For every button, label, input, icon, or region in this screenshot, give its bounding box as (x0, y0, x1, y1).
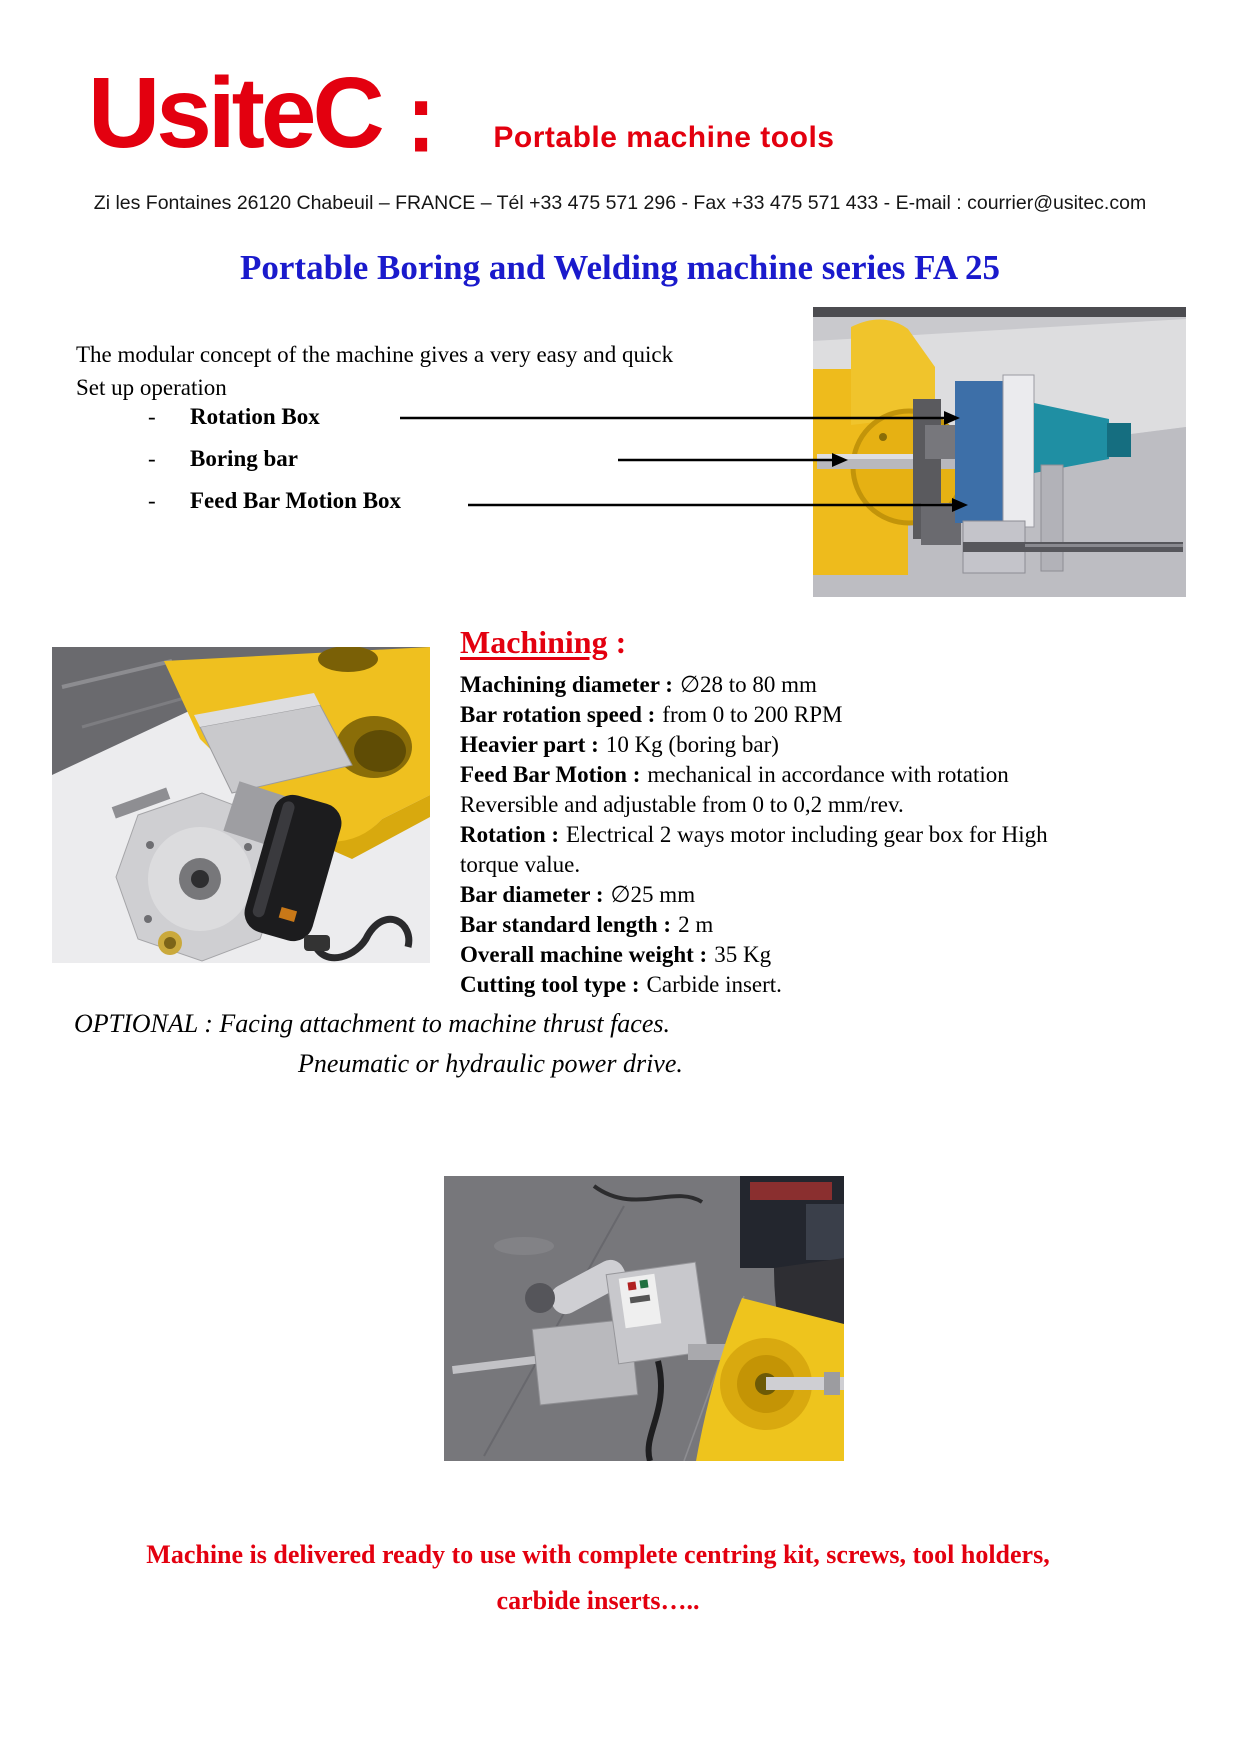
spec-bar-rotation-speed: Bar rotation speed : from 0 to 200 RPM (460, 702, 843, 727)
heading-word: Machining (460, 624, 608, 660)
list-item-boring-bar (148, 446, 401, 488)
spec-bar-standard-length: Bar standard length : 2 m (460, 912, 714, 937)
logo-colon-icon: : (406, 62, 436, 174)
intro-line-1: The modular concept of the machine gives a very easy and quick (76, 342, 674, 367)
rotation-box-shape (955, 375, 1034, 527)
intro-paragraph (76, 338, 673, 404)
spec-rotation: Rotation : Electrical 2 ways motor including gear box for High (460, 822, 1048, 847)
photo-machine-annotated (813, 307, 1186, 597)
spec-feed-bar-motion-cont: Reversible and adjustable from 0 to 0,2 mm/rev. (460, 792, 904, 817)
list-item-rotation-box (148, 404, 401, 446)
company-address: Zi les Fontaines 26120 Chabeuil – FRANCE – Tél +33 475 571 296 - Fax +33 475 571 433 - E-mail : courrier@usitec.com (93, 192, 1147, 214)
heading-colon: : (607, 624, 627, 660)
delivery-note-line-2: carbide inserts….. (496, 1586, 700, 1615)
photo-machine-workshop (444, 1176, 844, 1461)
spec-list (460, 670, 1160, 1000)
company-logo: UsiteC (88, 57, 381, 169)
machine-photo-illustration (444, 1176, 844, 1461)
spec-bar-diameter: Bar diameter : ∅25 mm (460, 882, 696, 907)
machine-photo-illustration (813, 307, 1186, 597)
spec-feed-bar-motion: Feed Bar Motion : mechanical in accordance with rotation (460, 762, 1009, 787)
photo-machine-setup (52, 647, 430, 963)
section-heading-machining (460, 624, 626, 661)
bullet-dash: - (148, 446, 156, 471)
delivery-note-line-1: Machine is delivered ready to use with complete centring kit, screws, tool holders, (146, 1540, 1050, 1569)
spec-overall-machine-weight: Overall machine weight : 35 Kg (460, 942, 772, 967)
bullet-label: Rotation Box (190, 404, 320, 429)
component-bullet-list (148, 404, 401, 530)
bullet-dash: - (148, 404, 156, 429)
intro-line-2: Set up operation (76, 375, 227, 400)
delivery-note (0, 1532, 1196, 1624)
company-tagline: Portable machine tools (493, 121, 835, 154)
list-item-feed-bar-motion-box (148, 488, 401, 530)
spec-machining-diameter: Machining diameter : ∅28 to 80 mm (460, 672, 817, 697)
bullet-label: Feed Bar Motion Box (190, 488, 402, 513)
spec-cutting-tool-type: Cutting tool type : Carbide insert. (460, 972, 782, 997)
page-title: Portable Boring and Welding machine series FA 25 (240, 248, 1000, 287)
spec-rotation-cont: torque value. (460, 852, 581, 877)
optional-line-2: Pneumatic or hydraulic power drive. (298, 1049, 683, 1078)
optional-line-1: OPTIONAL : Facing attachment to machine thrust faces. (74, 1009, 671, 1038)
bullet-dash: - (148, 488, 156, 513)
bullet-label: Boring bar (190, 446, 298, 471)
letterhead (88, 57, 835, 174)
machine-photo-illustration (52, 647, 430, 963)
spec-heavier-part: Heavier part : 10 Kg (boring bar) (460, 732, 779, 757)
optional-note (74, 1004, 683, 1084)
